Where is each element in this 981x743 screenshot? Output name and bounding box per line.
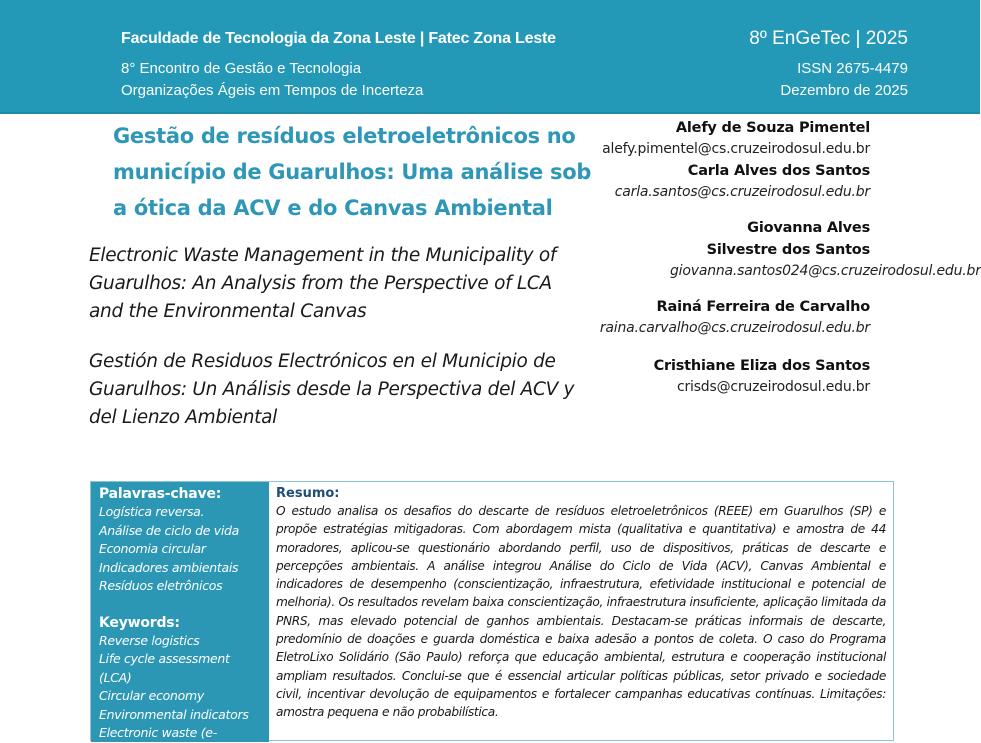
keywords-panel xyxy=(91,482,269,742)
abstract-heading: Resumo: xyxy=(276,486,340,501)
author-list xyxy=(590,117,981,398)
author-name: Rainá Ferreira de Carvalho xyxy=(656,299,870,315)
author-name: Carla Alves dos Santos xyxy=(687,163,870,179)
author-email[interactable]: crisds@cruzeirodosul.edu.br xyxy=(676,379,870,395)
keyword-item: Resíduos eletrônicos xyxy=(99,578,223,593)
author-name: Giovanna Alves Silvestre dos Santos xyxy=(706,220,870,258)
author-email[interactable]: raina.carvalho@cs.cruzeirodosul.edu.br xyxy=(599,320,870,336)
keyword-item: Economia circular xyxy=(99,541,206,556)
author-email[interactable]: alefy.pimentel@cs.cruzeirodosul.edu.br xyxy=(602,141,870,157)
keyword-item: Indicadores ambientais xyxy=(99,559,239,575)
conference-header-banner xyxy=(0,0,980,114)
title-spanish: Gestión de Residuos Electrónicos en el Municipio de Guarulhos: Un Análisis desde la Perspectiva del ACV y del Lienzo Ambiental xyxy=(89,351,575,428)
author-entry xyxy=(590,355,870,398)
author-email[interactable]: giovanna.santos024@cs.cruzeirodosul.edu.br xyxy=(670,263,981,279)
abstract-section xyxy=(276,485,886,722)
author-email[interactable]: carla.santos@cs.cruzeirodosul.edu.br xyxy=(614,184,870,200)
keyword-item: Análise de ciclo de vida xyxy=(99,522,240,538)
author-entry xyxy=(590,117,870,160)
event-theme: Organizações Ágeis em Tempos de Incerteza xyxy=(121,82,424,99)
abstract-body: O estudo analisa os desafios do descarte de resíduos eletroeletrônicos (REEE) em Guarulhos (SP) e propõe estratégias mitigadoras. Com abordagem mista (qualitativa e quantitativa) e amostra de 44 moradores, aplicou-se questionário abordando perfil, uso de dispositivos, práticas de descarte e percepções ambientais. A análise integrou Análise do Ciclo de Vida (ACV), Canvas Ambiental e indicadores de desempenho (conscientização, infraestrutura, efetividade institucional e potencial de melhoria). Os resultados revelam baixa conscientização, infraestrutura insuficiente, aplicação limitada da PNRS, mas elevado potencial de ganhos ambientais. Destacam-se práticas informais de descarte, predomínio de doações e guarda doméstica e baixa adesão a pontos de coleta. O caso do Programa EletroLixo Solidário (São Paulo) reforça que educação ambiental, estrutura e cooperação institucional ampliam resultados. Conclui-se que é essencial articular políticas públicas, setor privado e sociedade civil, incentivar devolução de equipamentos e fortalecer campanhas educativas contínuas. Limitações: amostra pequena e não probabilística. xyxy=(276,504,886,720)
issn: ISSN 2675-4479 xyxy=(797,60,908,77)
keyword-item: Environmental indicators xyxy=(99,706,249,722)
author-entry xyxy=(590,217,981,282)
keywords-en-heading: Keywords: xyxy=(99,614,180,631)
author-name: Cristhiane Eliza dos Santos xyxy=(653,358,870,374)
keyword-item: Logística reversa. xyxy=(99,504,205,519)
keyword-item: (LCA) xyxy=(99,669,132,685)
author-entry xyxy=(590,296,870,339)
title-english: Electronic Waste Management in the Municipality of Guarulhos: An Analysis from the Perspective of LCA and the Environmental Canvas xyxy=(89,245,557,322)
keyword-item: Reverse logistics xyxy=(99,632,200,648)
institution-name: Faculdade de Tecnologia da Zona Leste | Fatec Zona Leste xyxy=(121,30,556,47)
title-portuguese: Gestão de resíduos eletroeletrônicos no município de Guarulhos: Uma análise sob a ótica da ACV e do Canvas Ambiental xyxy=(113,124,592,220)
event-subtitle: 8° Encontro de Gestão e Tecnologia xyxy=(121,60,362,77)
keyword-item: Life cycle assessment xyxy=(99,651,230,666)
author-name: Alefy de Souza Pimentel xyxy=(675,120,870,136)
event-name: 8º EnGeTec | 2025 xyxy=(749,28,908,49)
keywords-pt-heading: Palavras-chave: xyxy=(99,486,222,502)
abstract-box xyxy=(90,481,894,741)
keyword-item: Electronic waste (e- xyxy=(99,725,217,740)
event-date: Dezembro de 2025 xyxy=(780,82,908,99)
keyword-item: Circular economy xyxy=(99,688,204,703)
author-entry xyxy=(590,160,870,203)
